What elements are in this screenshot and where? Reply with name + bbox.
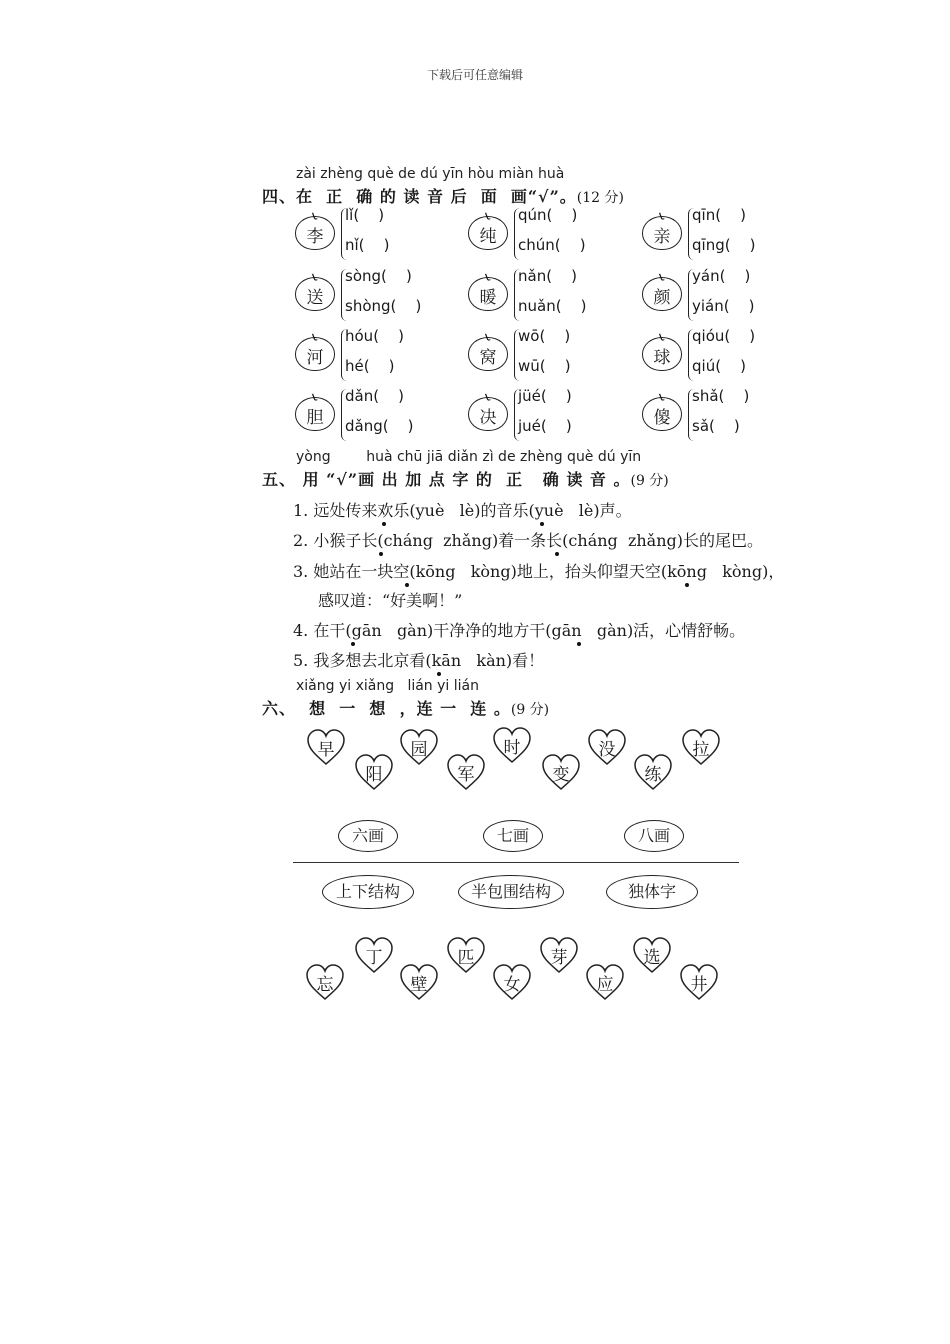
section4-pinyin: zài zhèng què de dú yīn hòu miàn huà bbox=[296, 166, 565, 182]
pinyin-option-2[interactable]: shòng( ) bbox=[345, 297, 422, 315]
apple-char-label: 暖 bbox=[479, 288, 497, 308]
sentence-3: 3. 她站在一块空(kōng kòng)地上，抬头仰望天空(kōng kòng)， bbox=[293, 562, 785, 581]
pinyin-option-1[interactable]: shǎ( ) bbox=[692, 387, 750, 405]
apple-char-label: 颜 bbox=[653, 288, 671, 308]
heart-char-label: 丁 bbox=[365, 948, 383, 968]
heart-char-label: 井 bbox=[690, 975, 708, 995]
heart-char-label: 时 bbox=[503, 738, 521, 758]
page-header: 下载后可任意编辑 bbox=[426, 68, 523, 82]
pinyin-option-1[interactable]: qióu( ) bbox=[692, 327, 756, 345]
top-heart-5[interactable] bbox=[540, 752, 582, 792]
pinyin-option-1[interactable]: yán( ) bbox=[692, 267, 751, 285]
section5-title bbox=[262, 467, 669, 490]
stroke-oval-eight[interactable]: 八画 bbox=[624, 820, 684, 852]
apple-char-label: 球 bbox=[653, 348, 671, 368]
sentence-5: 5. 我多想去北京看(kān kàn)看！ bbox=[293, 651, 545, 670]
bottom-heart-2[interactable] bbox=[398, 962, 440, 1002]
pinyin-option-2[interactable]: nuǎn( ) bbox=[518, 297, 587, 315]
pinyin-option-2[interactable]: yián( ) bbox=[692, 297, 755, 315]
apple-char-label: 李 bbox=[306, 227, 324, 247]
apple-char-5 bbox=[642, 268, 684, 311]
emphasis-dot bbox=[405, 583, 409, 587]
bottom-heart-7[interactable] bbox=[631, 935, 673, 975]
bottom-heart-6[interactable] bbox=[584, 962, 626, 1002]
section5-title-text: 五、 用 “√”画 出 加 点 字 的 正 确 读 音 。 bbox=[262, 470, 631, 489]
pinyin-option-2[interactable]: wū( ) bbox=[518, 357, 571, 375]
heart-char-label: 园 bbox=[410, 740, 428, 760]
emphasis-dot bbox=[382, 522, 386, 526]
sentence-3-cont: 感叹道：“好美啊！” bbox=[318, 591, 463, 610]
section6-points: (9 分) bbox=[510, 702, 550, 718]
emphasis-dot bbox=[437, 672, 441, 676]
apple-char-label: 窝 bbox=[479, 348, 497, 368]
bottom-heart-8[interactable] bbox=[678, 962, 720, 1002]
heart-char-label: 忘 bbox=[316, 975, 334, 995]
heart-char-label: 早 bbox=[317, 740, 335, 760]
apple-char-label: 傻 bbox=[653, 408, 671, 428]
section5-points: (9 分) bbox=[630, 473, 669, 489]
top-heart-0[interactable] bbox=[305, 727, 347, 767]
apple-char-4 bbox=[468, 268, 510, 311]
apple-char-label: 亲 bbox=[653, 227, 671, 247]
top-heart-1[interactable] bbox=[353, 752, 395, 792]
heart-char-label: 选 bbox=[643, 948, 661, 968]
apple-char-11 bbox=[642, 388, 684, 431]
top-heart-8[interactable] bbox=[680, 727, 722, 767]
apple-char-3 bbox=[295, 268, 337, 311]
section4-title-text: 四、在 正 确 的 读 音 后 面 画“√”。 bbox=[262, 187, 577, 206]
top-heart-7[interactable] bbox=[632, 752, 674, 792]
apple-char-9 bbox=[295, 388, 337, 431]
apple-stem-icon: ɩ bbox=[309, 268, 320, 286]
pinyin-option-1[interactable]: sòng( ) bbox=[345, 267, 412, 285]
apple-stem-icon: ɩ bbox=[482, 268, 493, 286]
apple-char-label: 胆 bbox=[306, 408, 324, 428]
top-heart-3[interactable] bbox=[445, 752, 487, 792]
sentence-1: 1. 远处传来欢乐(yuè lè)的音乐(yuè lè)声。 bbox=[293, 501, 632, 520]
section4-points: (12 分) bbox=[576, 190, 624, 206]
apple-stem-icon: ɩ bbox=[309, 328, 320, 346]
apple-char-1 bbox=[468, 207, 510, 250]
pinyin-option-1[interactable]: jüé( ) bbox=[518, 387, 572, 405]
section4-title bbox=[262, 184, 624, 207]
apple-stem-icon: ɩ bbox=[656, 328, 667, 346]
bottom-heart-3[interactable] bbox=[445, 935, 487, 975]
top-heart-6[interactable] bbox=[586, 727, 628, 767]
apple-char-label: 纯 bbox=[479, 227, 497, 247]
emphasis-dot bbox=[577, 642, 581, 646]
pinyin-option-2[interactable]: qiú( ) bbox=[692, 357, 746, 375]
section6-title bbox=[262, 696, 549, 719]
pinyin-option-2[interactable]: hé( ) bbox=[345, 357, 395, 375]
section6-pinyin: xiǎng yi xiǎng lián yi lián bbox=[296, 678, 479, 694]
pinyin-option-1[interactable]: wō( ) bbox=[518, 327, 571, 345]
apple-stem-icon: ɩ bbox=[656, 388, 667, 406]
emphasis-dot bbox=[555, 552, 559, 556]
emphasis-dot bbox=[379, 552, 383, 556]
heart-char-label: 变 bbox=[552, 765, 570, 785]
heart-char-label: 练 bbox=[644, 765, 662, 785]
stroke-oval-seven[interactable]: 七画 bbox=[483, 820, 543, 852]
apple-char-label: 决 bbox=[479, 408, 497, 428]
pinyin-option-1[interactable]: dǎn( ) bbox=[345, 387, 404, 405]
top-heart-4[interactable] bbox=[491, 725, 533, 765]
pinyin-option-2[interactable]: qīng( ) bbox=[692, 236, 756, 254]
pinyin-option-2[interactable]: jué( ) bbox=[518, 417, 572, 435]
emphasis-dot bbox=[540, 522, 544, 526]
pinyin-option-1[interactable]: lǐ( ) bbox=[345, 206, 385, 224]
pinyin-option-2[interactable]: sǎ( ) bbox=[692, 417, 740, 435]
divider-line bbox=[293, 862, 739, 863]
apple-char-0 bbox=[295, 207, 337, 250]
pinyin-option-1[interactable]: hóu( ) bbox=[345, 327, 404, 345]
sentence-2: 2. 小猴子长(cháng zhǎng)着一条长(cháng zhǎng)长的尾巴。 bbox=[293, 531, 764, 550]
heart-char-label: 芽 bbox=[550, 948, 568, 968]
apple-char-7 bbox=[468, 328, 510, 371]
apple-char-label: 河 bbox=[306, 348, 324, 368]
apple-char-10 bbox=[468, 388, 510, 431]
apple-stem-icon: ɩ bbox=[309, 207, 320, 225]
structure-oval-half-enclosed[interactable]: 半包围结构 bbox=[458, 875, 564, 909]
bottom-heart-5[interactable] bbox=[538, 935, 580, 975]
emphasis-dot bbox=[351, 642, 355, 646]
apple-stem-icon: ɩ bbox=[656, 268, 667, 286]
heart-char-label: 拉 bbox=[692, 740, 710, 760]
apple-char-8 bbox=[642, 328, 684, 371]
heart-char-label: 军 bbox=[457, 765, 475, 785]
section5-pinyin: yòng huà chū jiā diǎn zì de zhèng què dú yīn bbox=[296, 449, 642, 465]
heart-char-label: 应 bbox=[596, 975, 614, 995]
pinyin-option-1[interactable]: nǎn( ) bbox=[518, 267, 577, 285]
section6-title-text: 六、 想 一 想 ，连 一 连 。 bbox=[262, 699, 511, 718]
heart-char-label: 阳 bbox=[365, 765, 383, 785]
apple-stem-icon: ɩ bbox=[482, 388, 493, 406]
apple-stem-icon: ɩ bbox=[309, 388, 320, 406]
sentence-4: 4. 在干(gān gàn)干净净的地方干(gān gàn)活，心情舒畅。 bbox=[293, 621, 746, 640]
pinyin-option-1[interactable]: qún( ) bbox=[518, 206, 578, 224]
heart-char-label: 壁 bbox=[410, 975, 428, 995]
heart-char-label: 匹 bbox=[457, 948, 475, 968]
structure-oval-single[interactable]: 独体字 bbox=[606, 875, 698, 909]
top-heart-2[interactable] bbox=[398, 727, 440, 767]
pinyin-option-1[interactable]: qīn( ) bbox=[692, 206, 746, 224]
heart-char-label: 女 bbox=[503, 975, 521, 995]
pinyin-option-2[interactable]: dǎng( ) bbox=[345, 417, 414, 435]
heart-char-label: 没 bbox=[598, 740, 616, 760]
pinyin-option-2[interactable]: nǐ( ) bbox=[345, 236, 390, 254]
apple-stem-icon: ɩ bbox=[482, 207, 493, 225]
apple-char-2 bbox=[642, 207, 684, 250]
structure-oval-top-bottom[interactable]: 上下结构 bbox=[322, 875, 414, 909]
apple-stem-icon: ɩ bbox=[656, 207, 667, 225]
bottom-heart-4[interactable] bbox=[491, 962, 533, 1002]
emphasis-dot bbox=[685, 583, 689, 587]
stroke-oval-six[interactable]: 六画 bbox=[338, 820, 398, 852]
apple-stem-icon: ɩ bbox=[482, 328, 493, 346]
pinyin-option-2[interactable]: chún( ) bbox=[518, 236, 586, 254]
bottom-heart-1[interactable] bbox=[353, 935, 395, 975]
apple-char-label: 送 bbox=[306, 288, 324, 308]
apple-char-6 bbox=[295, 328, 337, 371]
bottom-heart-0[interactable] bbox=[304, 962, 346, 1002]
